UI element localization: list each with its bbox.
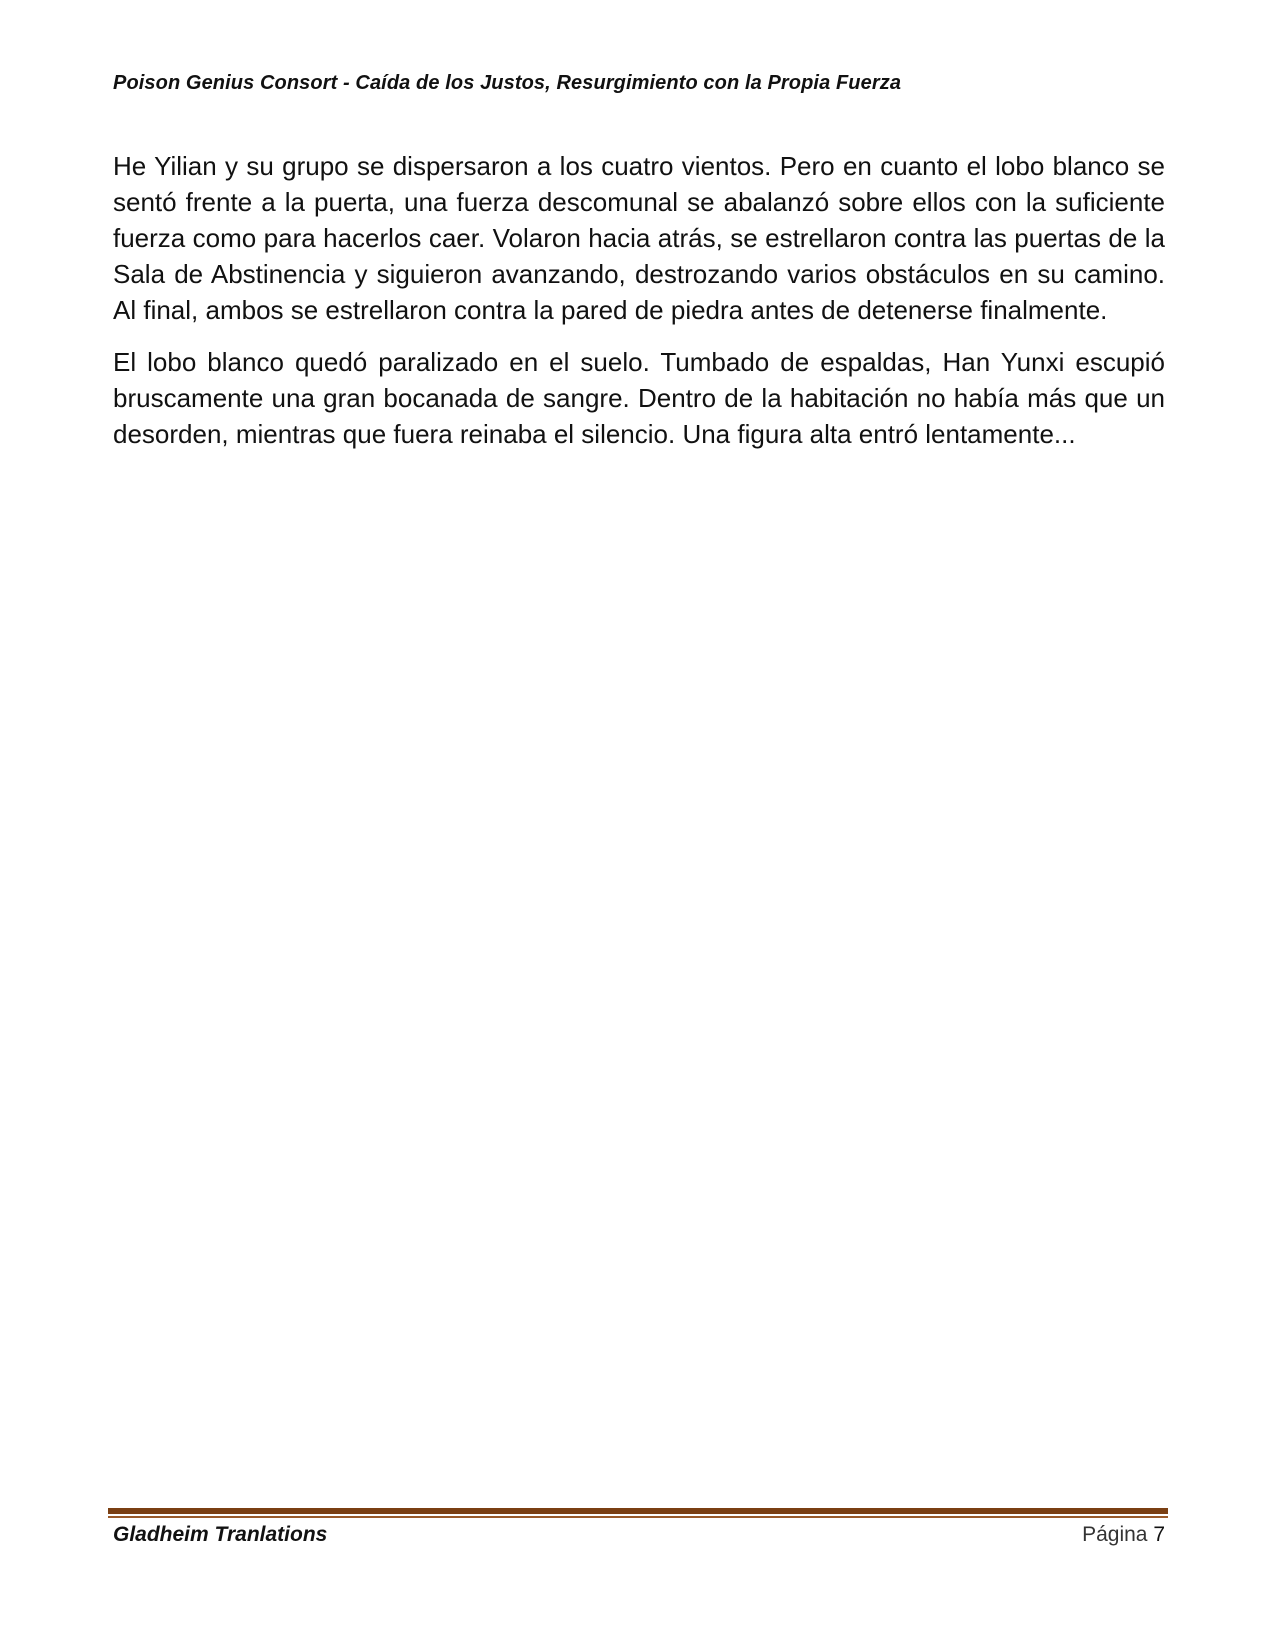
footer-divider-thin bbox=[108, 1516, 1168, 1518]
footer-page-indicator bbox=[1082, 1523, 1165, 1547]
paragraph-1: He Yilian y su grupo se dispersaron a los cuatro vientos. Pero en cuanto el lobo blanco se sentó frente a la puerta, una fuerza descomunal se abalanzó sobre ellos con la suficiente fuerza como para hacerlos caer. Volaron hacia atrás, se estrellaron contra las puertas de la Sala de Abstinencia y siguieron avanzando, destrozando varios obstáculos en su camino. Al final, ambos se estrellaron contra la pared de piedra antes de detenerse finalmente. bbox=[113, 151, 1165, 325]
document-body bbox=[113, 148, 1165, 468]
footer-divider bbox=[108, 1508, 1168, 1514]
paragraph-2: El lobo blanco quedó paralizado en el suelo. Tumbado de espaldas, Han Yunxi escupió bruscamente una gran bocanada de sangre. Dentro de la habitación no había más que un desorden, mientras que fuera reinaba el silencio. Una figura alta entró lentamente... bbox=[113, 347, 1165, 449]
footer-publisher: Gladheim Tranlations bbox=[113, 1523, 328, 1546]
page-label: Página bbox=[1082, 1523, 1148, 1546]
page-number: 7 bbox=[1153, 1523, 1165, 1546]
page-header-title: Poison Genius Consort - Caída de los Justos, Resurgimiento con la Propia Fuerza bbox=[113, 72, 902, 94]
